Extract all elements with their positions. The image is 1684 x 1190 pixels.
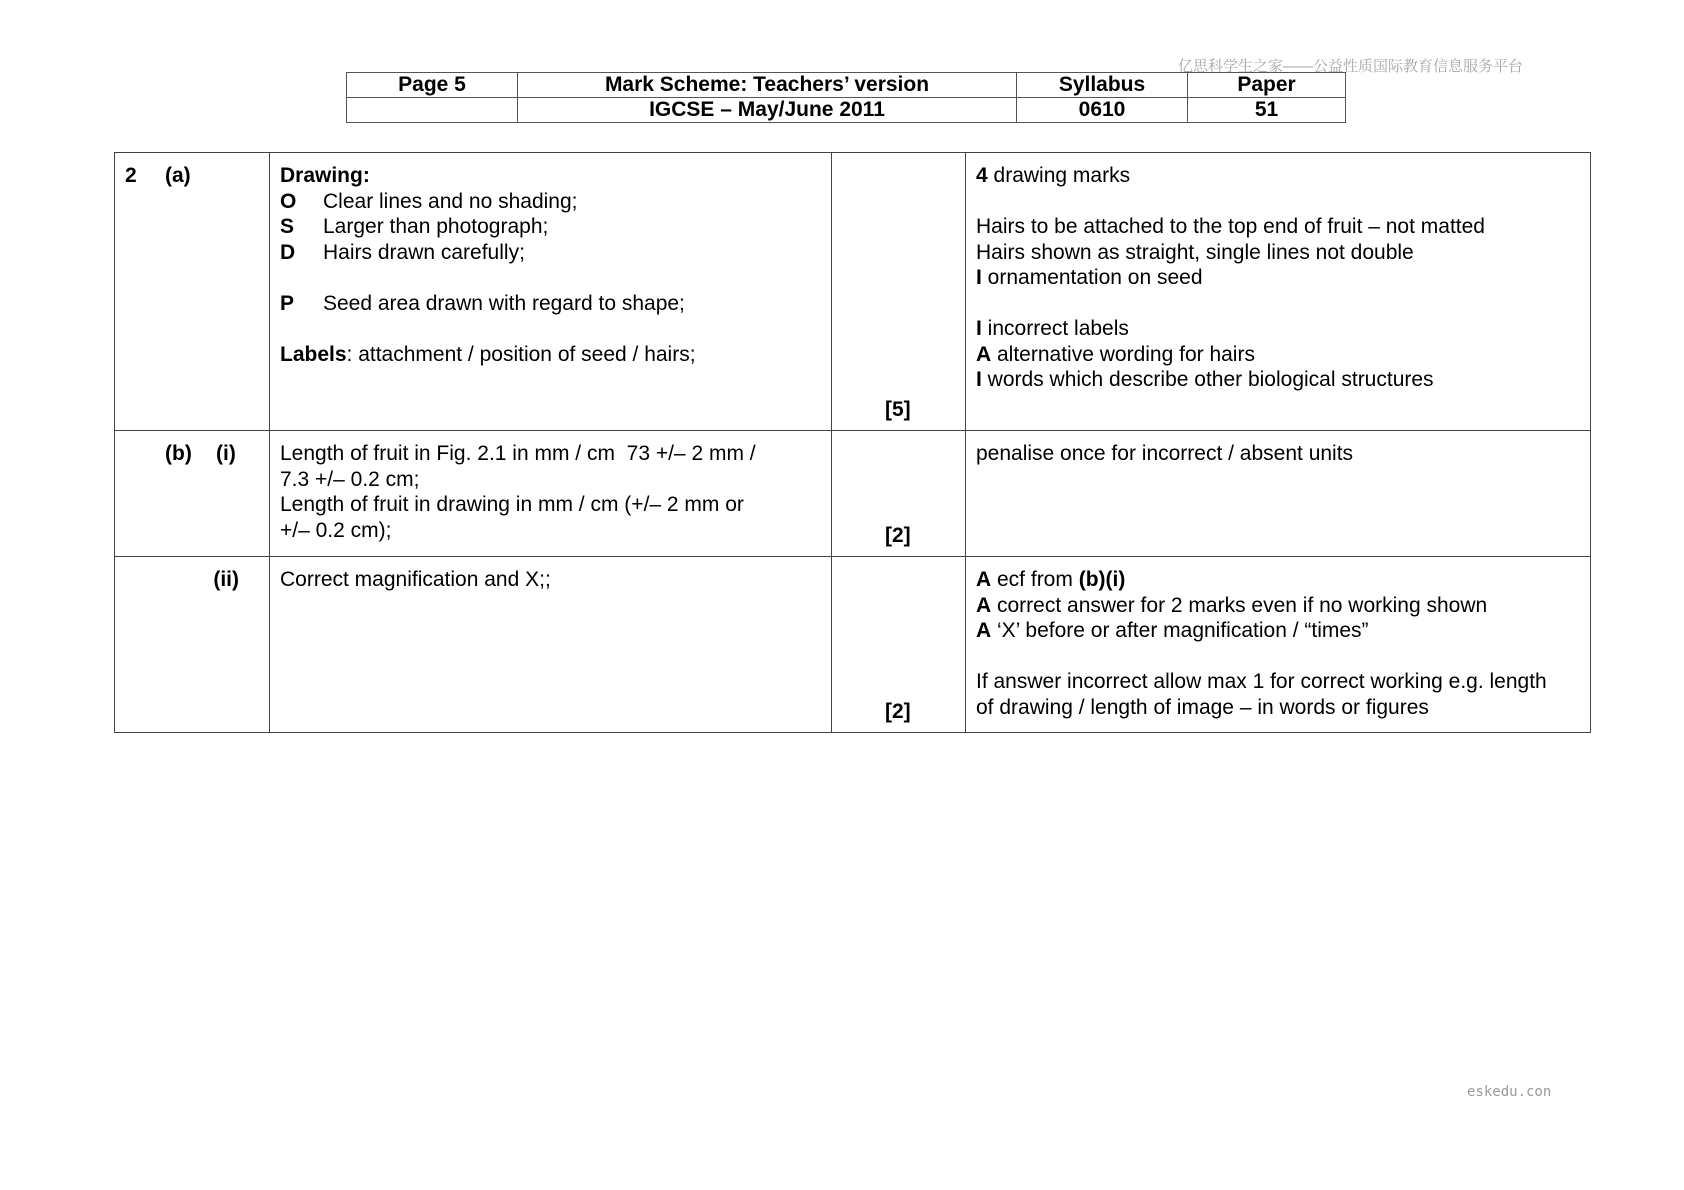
answer-line: Correct magnification and X;; [280,568,551,591]
guidance-accept-wording: A alternative wording for hairs [976,342,1255,366]
header-syllabus-label: Syllabus [1017,73,1188,98]
mark-value: [5] [885,397,911,421]
guidance-cell [966,431,1591,557]
header-paper-label: Paper [1188,73,1346,98]
answer-cell [270,153,832,431]
answer-line: +/– 0.2 cm); [280,518,392,542]
question-number-cell [115,153,270,431]
guidance-drawing-marks: 4 drawing marks [976,164,1131,187]
table-row-2bii [115,557,1591,733]
criterion-o: O Clear lines and no shading; [280,189,578,213]
table-row-2a [115,153,1591,431]
answer-line: 7.3 +/– 0.2 cm; [280,467,420,491]
header-empty-cell [347,98,518,123]
criterion-d: D Hairs drawn carefully; [280,240,525,264]
guidance-ignore-labels: I incorrect labels [976,317,1129,340]
mark-cell [832,431,966,557]
header-row-2 [347,98,1346,123]
header-title: Mark Scheme: Teachers’ version [518,73,1017,98]
guidance-incorrect-answer-cont: of drawing / length of image – in words or figures [976,695,1429,719]
answer-cell [270,557,832,733]
mark-value: [2] [885,699,911,723]
question-part: (b) [165,442,192,465]
question-subpart: (i) [216,442,236,465]
answer-line: Length of fruit in drawing in mm / cm (+/– 2 mm or [280,493,744,516]
mark-cell [832,557,966,733]
watermark-top-text: 亿思科学生之家——公益性质国际教育信息服务平台 [1178,58,1524,75]
header-paper-number: 51 [1188,98,1346,123]
drawing-heading: Drawing: [280,164,370,187]
guidance-ecf: A ecf from (b)(i) [976,568,1126,591]
labels-criterion: Labels: attachment / position of seed / hairs; [280,342,696,366]
question-number-cell [115,431,270,557]
question-number-cell [115,557,270,733]
header-syllabus-code: 0610 [1017,98,1188,123]
header-exam: IGCSE – May/June 2011 [518,98,1017,123]
mark-scheme-table [114,152,1591,733]
watermark-bottom-text: eskedu.con [1467,1084,1552,1100]
question-subpart: (ii) [213,568,239,591]
guidance-x-placement: A ‘X’ before or after magnification / “times” [976,619,1369,642]
guidance-hairs-attached: Hairs to be attached to the top end of fruit – not matted [976,215,1485,238]
header-table [346,72,1346,123]
table-row-2bi [115,431,1591,557]
guidance-incorrect-answer: If answer incorrect allow max 1 for correct working e.g. length [976,670,1547,693]
guidance-ignore-words: I words which describe other biological structures [976,368,1434,391]
guidance-cell [966,557,1591,733]
guidance-ignore-ornamentation: I ornamentation on seed [976,266,1203,289]
question-part: (a) [165,164,191,187]
mark-cell [832,153,966,431]
guidance-cell [966,153,1591,431]
criterion-p: P Seed area drawn with regard to shape; [280,291,685,315]
header-page: Page 5 [347,73,518,98]
answer-cell [270,431,832,557]
guidance-correct-answer: A correct answer for 2 marks even if no working shown [976,593,1488,617]
header-row-1 [347,73,1346,98]
question-number: 2 [125,164,137,187]
guidance-units: penalise once for incorrect / absent units [976,442,1354,465]
answer-line: Length of fruit in Fig. 2.1 in mm / cm 73 +/– 2 mm / [280,442,756,465]
guidance-hairs-straight: Hairs shown as straight, single lines not double [976,240,1414,264]
mark-value: [2] [885,523,911,547]
criterion-s: S Larger than photograph; [280,215,549,238]
